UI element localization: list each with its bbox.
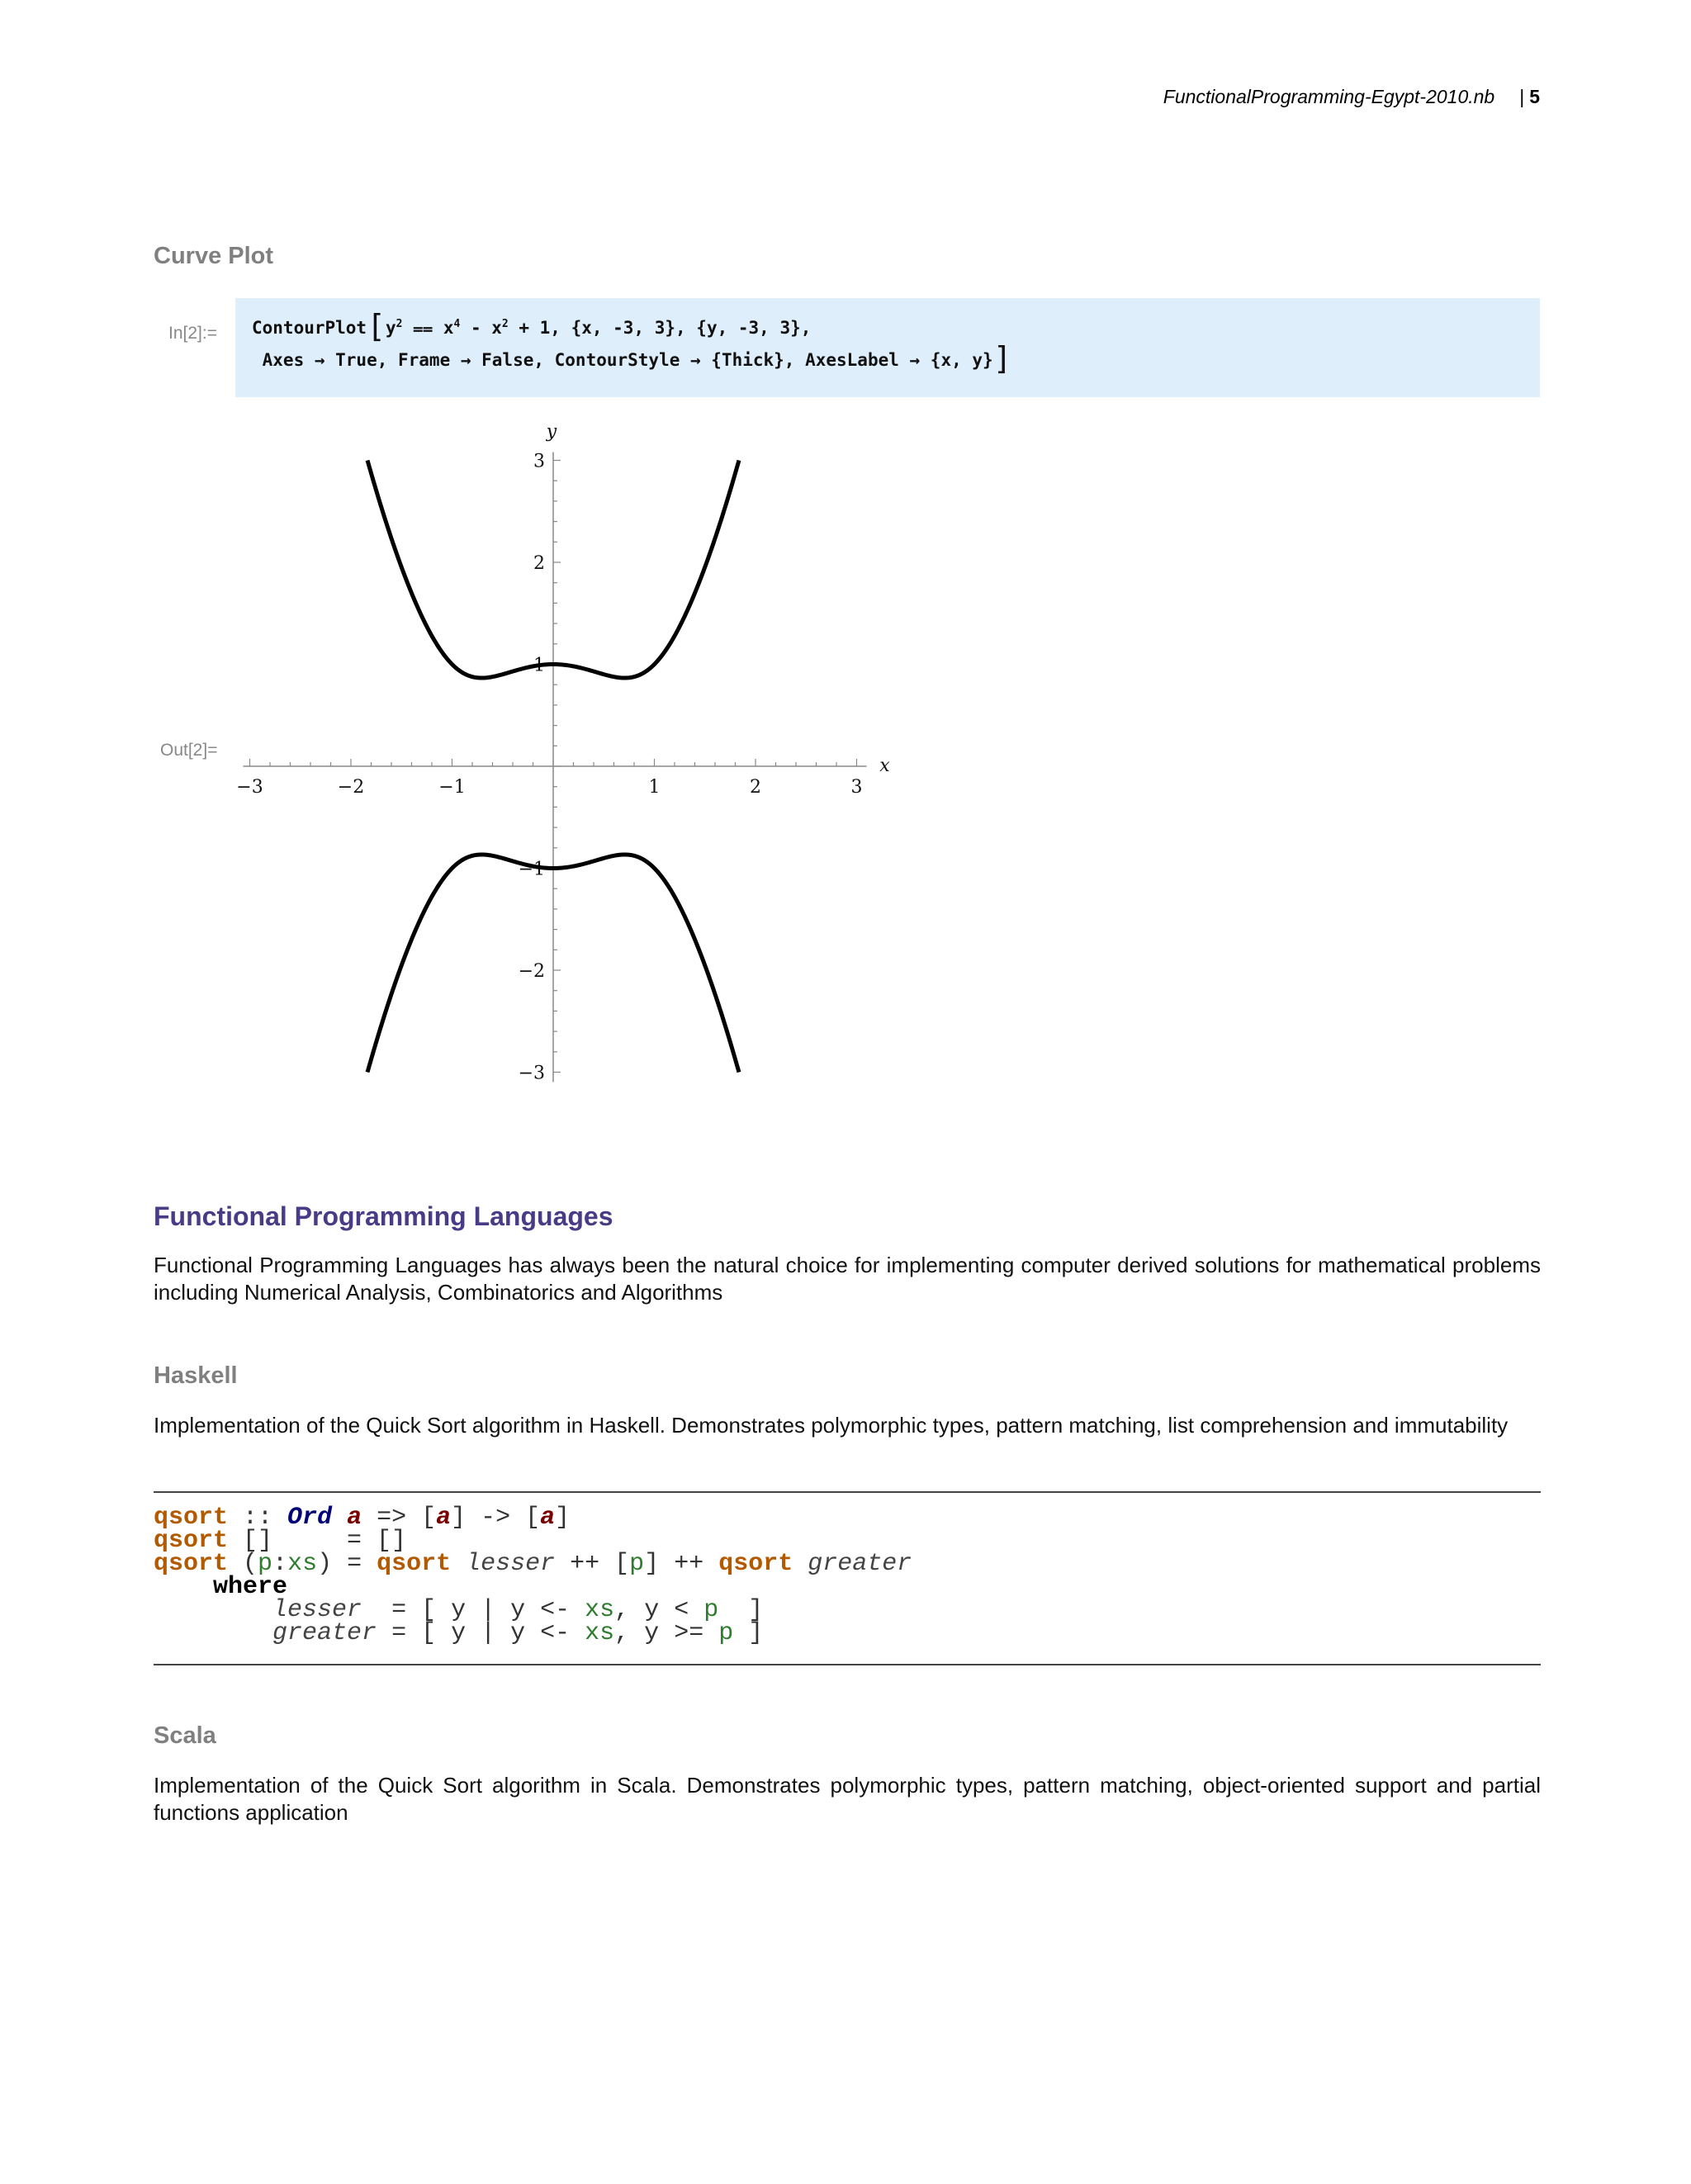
y-tick-label: 1 [533, 655, 545, 676]
x-tick-label: −3 [236, 777, 263, 798]
code-line-5: lesser = [ y | y <- xs, y < p ] [272, 1596, 764, 1624]
code-line-6: greater = [ y | y <- xs, y >= p ] [272, 1619, 764, 1647]
fp-languages-paragraph: Functional Programming Languages has always been the natural choice for implementing computer derived solutions for mathematical problems including Numerical Analysis, Combinatorics and Algorithms [154, 1253, 1541, 1305]
output-cell-label: Out[2]= [160, 741, 218, 760]
y-tick-label: −2 [518, 961, 545, 982]
y-tick-label: −1 [518, 859, 545, 880]
scala-heading: Scala [154, 1722, 216, 1749]
haskell-paragraph: Implementation of the Quick Sort algorithm in Haskell. Demonstrates polymorphic types, pattern matching, list comprehension and immutability [154, 1413, 1509, 1438]
header-separator: | [1519, 86, 1525, 107]
page-header [1163, 86, 1540, 108]
code-bottom-rule [154, 1664, 1541, 1665]
code-line-2: qsort [] = [] [154, 1527, 407, 1555]
fp-languages-heading: Functional Programming Languages [154, 1201, 613, 1231]
haskell-heading: Haskell [154, 1362, 238, 1389]
code-top-rule [154, 1491, 1541, 1493]
y-tick-label: 3 [533, 451, 545, 472]
curve-plot-heading: Curve Plot [154, 243, 274, 269]
x-tick-label: 2 [750, 777, 761, 798]
input-line-2: Axes → True, Frame → False, ContourStyle → {Thick}, AxesLabel → {x, y}] [252, 340, 1012, 377]
page-number: 5 [1529, 86, 1540, 107]
scala-paragraph: Implementation of the Quick Sort algorithm in Scala. Demonstrates polymorphic types, pattern matching, object-oriented support and partial functions application [154, 1773, 1541, 1825]
y-tick-label: −3 [518, 1063, 545, 1084]
x-tick-label: −1 [438, 777, 466, 798]
input-cell-label: In[2]:= [168, 324, 217, 343]
x-tick-label: 1 [648, 777, 661, 798]
x-tick-label: 3 [850, 777, 863, 798]
haskell-code-block [154, 1506, 912, 1645]
code-line-1: qsort :: Ord a => [a] -> [a] [154, 1504, 571, 1532]
y-tick-label: 2 [533, 553, 545, 574]
input-line-1: $ContourPlot[y^2$ ⩵ $x^4 - x^2 + 1$, {x, -3, 3}, {y, -3, 3}, [252, 308, 812, 344]
contour-plot [223, 405, 933, 1098]
x-axis-label: x [879, 756, 890, 776]
open-bracket: [ [367, 308, 386, 344]
code-line-3: qsort (p:xs) = qsort lesser ++ [p] ++ qsort greater [154, 1550, 912, 1578]
code-line-4: where [213, 1573, 288, 1601]
x-tick-label: −2 [337, 777, 365, 798]
notebook-filename: FunctionalProgramming-Egypt-2010.nb [1163, 86, 1495, 107]
close-bracket: ] [992, 340, 1012, 377]
input-cell[interactable] [235, 298, 1540, 397]
y-axis-label: y [546, 421, 557, 443]
